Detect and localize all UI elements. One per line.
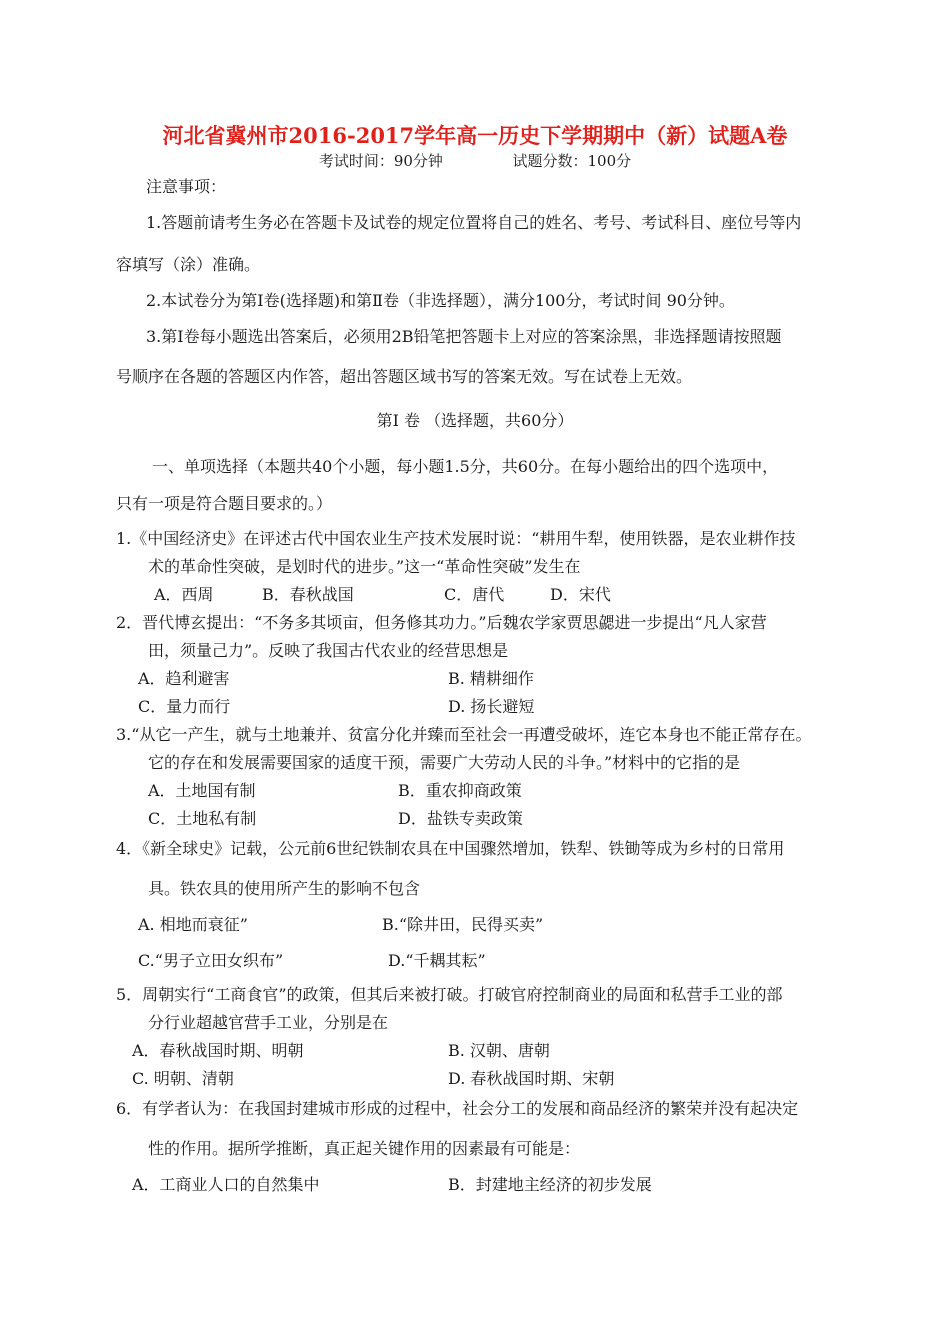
q4-option-c: C.“男子立田女织布”	[138, 951, 284, 970]
q6-option-a: A．工商业人口的自然集中	[132, 1175, 320, 1194]
question-6: 6．有学者认为：在我国封建城市形成的过程中，社会分工的发展和商品经济的繁荣并没有起决定	[116, 1099, 799, 1118]
exam-title: 河北省冀州市2016-2017学年高一历史下学期期中（新）试题A卷	[162, 123, 788, 148]
q2-option-d: D. 扬长避短	[448, 697, 535, 716]
note-3-cont: 号顺序在各题的答题区内作答，超出答题区域书写的答案无效。写在试卷上无效。	[116, 367, 693, 386]
section-title: 第Ⅰ 卷 （选择题，共60分）	[376, 411, 574, 430]
q6-option-b: B．封建地主经济的初步发展	[448, 1175, 652, 1194]
q1-option-a: A．西周	[154, 585, 214, 604]
exam-meta	[0, 150, 950, 172]
q5-option-c: C. 明朝、清朝	[132, 1069, 234, 1088]
q5-option-a: A．春秋战国时期、明朝	[132, 1041, 304, 1060]
q1-option-d: D．宋代	[550, 585, 611, 604]
section-intro: 一、单项选择（本题共40个小题，每小题1.5分，共60分。在每小题给出的四个选项中，	[152, 457, 779, 476]
q2-option-c: C．量力而行	[138, 697, 231, 716]
note-3: 3.第Ⅰ卷每小题选出答案后，必须用2B铅笔把答题卡上对应的答案涂黑，非选择题请按照题	[146, 327, 782, 346]
question-3-cont: 它的存在和发展需要国家的适度干预，需要广大劳动人民的斗争。”材料中的它指的是	[148, 753, 741, 772]
q1-option-b: B．春秋战国	[262, 585, 354, 604]
question-2-cont: 田，须量己力”。反映了我国古代农业的经营思想是	[148, 641, 509, 660]
q2-option-a: A．趋利避害	[138, 669, 230, 688]
q3-option-c: C．土地私有制	[148, 809, 257, 828]
section-intro-cont: 只有一项是符合题目要求的。）	[116, 494, 333, 513]
question-3: 3.“从它一产生，就与土地兼并、贫富分化并臻而至社会一再遭受破坏，连它本身也不能正常存在。	[116, 725, 812, 744]
q2-option-b: B. 精耕细作	[448, 669, 534, 688]
q5-option-b: B. 汉朝、唐朝	[448, 1041, 550, 1060]
notes-heading: 注意事项：	[146, 177, 227, 196]
exam-score: 试题分数：100分	[512, 152, 632, 170]
note-2: 2.本试卷分为第Ⅰ卷(选择题)和第Ⅱ卷（非选择题），满分100分，考试时间 90分钟。	[146, 291, 735, 310]
q4-option-b: B.“除井田，民得买卖”	[382, 915, 544, 934]
question-5-cont: 分行业超越官营手工业，分别是在	[148, 1013, 389, 1032]
question-2: 2．晋代博玄提出：“不务多其顷亩，但务修其功力。”后魏农学家贾思勰进一步提出“凡人家营	[116, 613, 767, 632]
q3-option-a: A．土地国有制	[148, 781, 256, 800]
question-5: 5．周朝实行“工商食官”的政策，但其后来被打破。打破官府控制商业的局面和私营手工业的部	[116, 985, 783, 1004]
question-1-cont: 术的革命性突破，是划时代的进步。”这一“革命性突破”发生在	[148, 557, 581, 576]
question-4: 4．《新全球史》记载，公元前6世纪铁制农具在中国骤然增加，铁犁、铁锄等成为乡村的日常用	[116, 839, 785, 858]
q4-option-d: D.“千耦其耘”	[388, 951, 486, 970]
note-1: 1.答题前请考生务必在答题卡及试卷的规定位置将自己的姓名、考号、考试科目、座位号等内	[146, 213, 802, 232]
question-1: 1.《中国经济史》在评述古代中国农业生产技术发展时说：“耕用牛犁，使用铁器，是农业耕作技	[116, 529, 796, 548]
q3-option-b: B．重农抑商政策	[398, 781, 522, 800]
q3-option-d: D．盐铁专卖政策	[398, 809, 523, 828]
exam-time: 考试时间：90分钟	[318, 152, 443, 170]
q1-option-c: C．唐代	[444, 585, 505, 604]
q4-option-a: A. 相地而衰征”	[138, 915, 248, 934]
note-1-cont: 容填写（涂）准确。	[116, 255, 261, 274]
q5-option-d: D. 春秋战国时期、宋朝	[448, 1069, 615, 1088]
question-6-cont: 性的作用。据所学推断，真正起关键作用的因素最有可能是：	[148, 1139, 581, 1158]
question-4-cont: 具。铁农具的使用所产生的影响不包含	[148, 879, 421, 898]
